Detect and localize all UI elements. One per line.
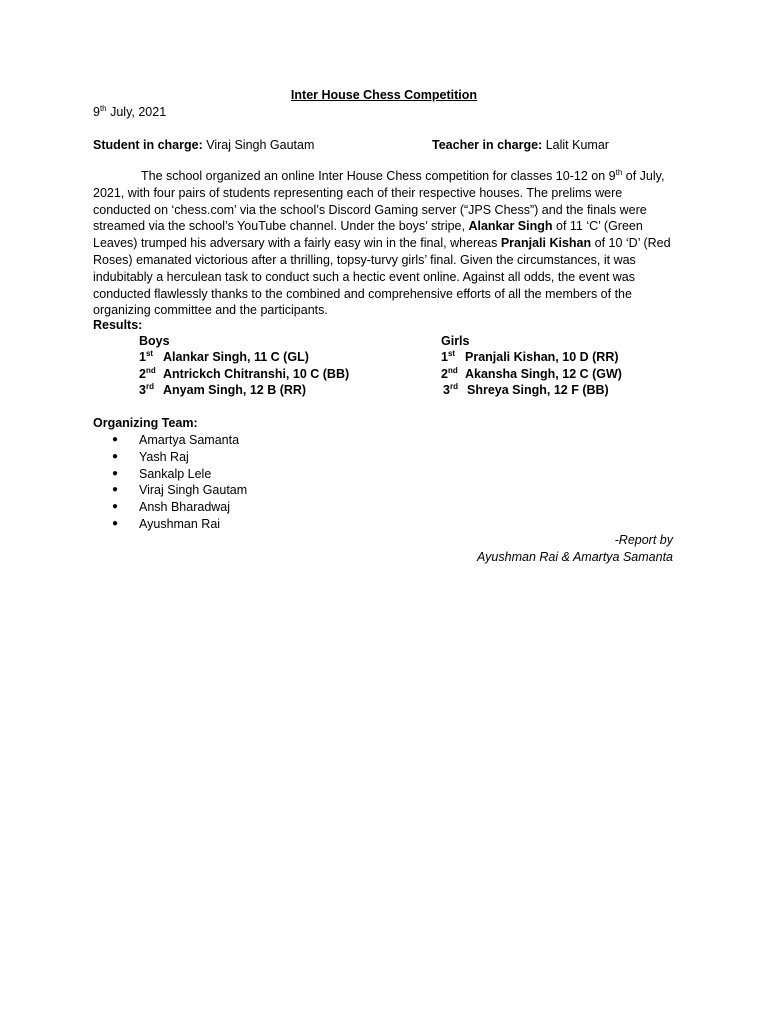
team-member: Ansh Bharadwaj [139, 500, 231, 515]
paragraph-text-2: of July, 2021, with four pairs of students representing each of their respective houses. The prelims were conducted on ‘chess.com’ via the school’s Discord Gaming server (“JPS Chess”) and the finals were streamed via the school’s YouTube channel. Under the boys’ stripe, [93, 169, 665, 234]
boys-winner-2: Antrickch Chitranshi, 10 C (BB) [163, 367, 350, 381]
student-in-charge [93, 138, 314, 152]
girls-position-3: 3 [443, 383, 450, 397]
report-date [93, 105, 166, 119]
student-in-charge-label: Student in charge: [93, 138, 203, 152]
bullet-icon: ● [112, 434, 119, 445]
boys-position-1: 1 [139, 350, 146, 364]
boys-winner-3: Anyam Singh, 12 B (RR) [163, 383, 307, 397]
results-label: Results: [93, 318, 143, 332]
bullet-icon: ● [112, 501, 119, 513]
girls-winner-1: Pranjali Kishan, 10 D (RR) [465, 350, 619, 364]
boys-winner-1: Alankar Singh, 11 C (GL) [163, 350, 309, 364]
bullet-icon: ● [112, 450, 119, 462]
organizing-team-label: Organizing Team: [93, 416, 198, 430]
team-member: Amartya Samanta [139, 433, 240, 447]
teacher-in-charge-label: Teacher in charge: [432, 138, 543, 152]
boys-position-suffix-2: nd [145, 365, 156, 375]
girls-position-suffix-2: nd [447, 365, 458, 375]
paragraph-text-3: of 11 ‘C’ (Green Leaves) trumped his adversary with a fairly easy win in the final, whereas [93, 219, 643, 251]
document-title: Inter House Chess Competition [290, 88, 478, 102]
boys-position-3: 3 [139, 383, 146, 397]
report-paragraph [93, 168, 678, 319]
student-in-charge-name: Viraj Singh Gautam [202, 138, 315, 152]
girls-position-suffix-1: st [447, 348, 456, 358]
paragraph-text-1: The school organized an online Inter House Chess competition for classes 10-12 on 9 [141, 169, 616, 183]
girls-winner-3: Shreya Singh, 12 F (BB) [467, 383, 609, 397]
bullet-icon: ● [112, 517, 119, 529]
report-by-label: -Report by [614, 533, 673, 547]
girls-position-1: 1 [441, 350, 448, 364]
boys-result-2 [139, 367, 349, 381]
girls-result-3 [443, 383, 609, 397]
team-member: Ayushman Rai [139, 516, 221, 531]
boys-result-1 [139, 350, 309, 364]
date-day: 9 [93, 105, 100, 119]
boys-position-2: 2 [139, 367, 146, 381]
date-suffix: th [99, 103, 107, 113]
girls-winner-2: Akansha Singh, 12 C (GW) [465, 367, 622, 381]
bullet-icon: ● [112, 484, 119, 496]
team-member: Yash Raj [139, 449, 189, 464]
team-member: Viraj Singh Gautam [139, 483, 248, 498]
girls-position-suffix-3: rd [449, 381, 458, 391]
report-credit [477, 532, 673, 566]
paragraph-bold-2: Pranjali Kishan [500, 236, 592, 251]
girls-position-2: 2 [441, 367, 448, 381]
boys-result-3 [139, 383, 306, 397]
date-rest: July, 2021 [106, 105, 167, 119]
report-authors: Ayushman Rai & Amartya Samanta [476, 549, 673, 564]
girls-result-2 [441, 367, 622, 381]
paragraph-bold-1: Alankar Singh [468, 219, 553, 234]
paragraph-text-4: of 10 ‘D’ (Red Roses) emanated victorious after a thrilling, topsy-turvy girls’ final. Given the circumstances, it was indubitably a herculean task to conduct such a hectic event online. Against all odds, the event was conducted flawlessly thanks to the combined and comprehensive efforts of all the members of the organizing committee and the participants. [93, 236, 671, 318]
bullet-icon: ● [112, 467, 119, 479]
teacher-in-charge [432, 138, 609, 152]
boys-position-suffix-3: rd [145, 381, 154, 391]
boys-position-suffix-1: st [145, 348, 154, 358]
girls-result-1 [441, 350, 619, 364]
paragraph-sup: th [615, 167, 623, 177]
team-member: Sankalp Lele [139, 466, 212, 481]
teacher-in-charge-name: Lalit Kumar [542, 138, 609, 152]
girls-heading: Girls [441, 334, 470, 348]
boys-heading: Boys [139, 334, 170, 348]
